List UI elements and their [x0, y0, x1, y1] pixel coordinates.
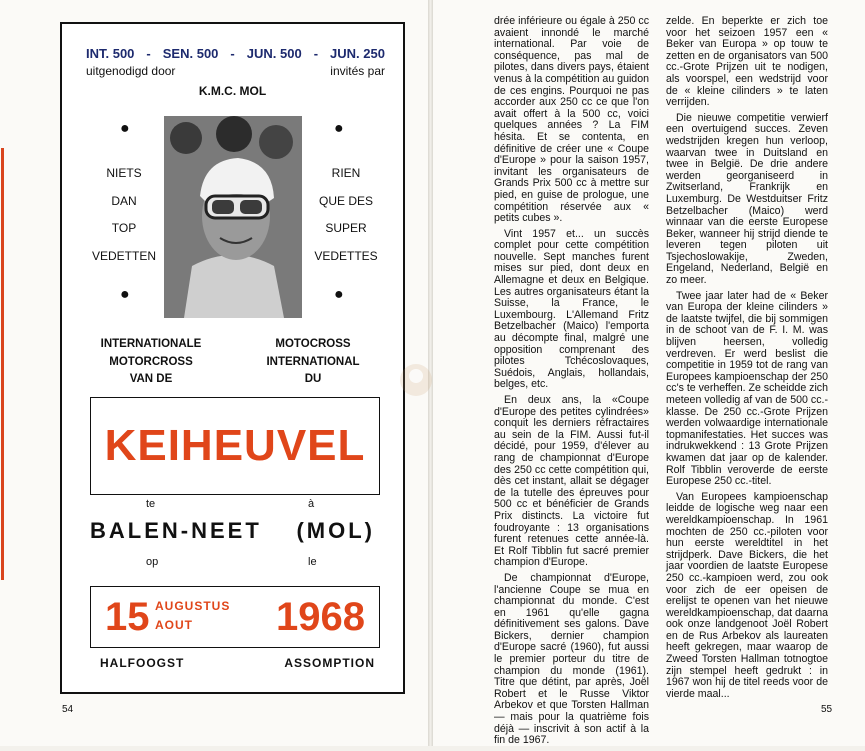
- text-column-french: [494, 16, 649, 751]
- town-suffix: (MOL): [296, 518, 375, 543]
- bullet-dot: ●: [120, 286, 130, 303]
- invitation-row: [86, 64, 385, 78]
- holiday-row: [100, 656, 375, 670]
- class-int500: INT. 500: [86, 46, 135, 61]
- bullet-dot: ●: [334, 120, 344, 137]
- event-line: MOTOCROSS: [275, 338, 351, 350]
- invited-fr: invités par: [330, 64, 385, 78]
- separator: -: [146, 46, 151, 61]
- rider-portrait-image: [164, 116, 302, 318]
- date-day: 15: [105, 595, 150, 639]
- invited-nl: uitgenodigd door: [86, 64, 176, 78]
- class-jun250: JUN. 250: [330, 46, 385, 61]
- event-poster: [60, 22, 405, 694]
- paragraph: Twee jaar later had de « Beker van Europa der kleine cilinders » de laatste twijfel, die bij sommigen in de schoot van de F. I. M. was blijven heersen, volledig verdreven. Er werd beslist die competitie in 1959 tot de rang van Europees kampioenschap der 250 cc's te verheffen. Ze scheidde zich meteen volledig af van de 500 cc.-klasse. De 250 cc.-Grote Prijzen werden volwaardige internationale topmanifestaties. Het succes was indrukwekkend : 13 Grote Prijzen kwamen dat jaar op de kalender. Rolf Tibblin veroverde de eerste Europese 250 cc.-titel.: [666, 289, 828, 488]
- date-month-nl: AUGUSTUS: [155, 599, 231, 613]
- page-edge-stripe: [1, 148, 4, 580]
- class-sen500: SEN. 500: [162, 46, 219, 61]
- te-label: te: [146, 498, 156, 510]
- venue-box: [90, 397, 380, 495]
- paragraph: drée inférieure ou égale à 250 cc avaient innondé le marché international. Par voie de conséquence, pas mal de pilotes, dans divers pays, étaient venus à la compétition au guidon de ces engins. Pourquoi ne pas accorder aux 250 cc ce que l'on avait offert à la 500 cc, voici quelques années ? La FIM hésita. Et se contenta, en définitive de créer une « Coupe d'Europe » pour la saison 1957, invitant les organisateurs de Grands Prix 500 cc à mettre sur pied, en guise de prologue, une compétition réservée aux « petits cubes ».: [494, 15, 649, 225]
- event-line: INTERNATIONALE: [100, 338, 202, 350]
- date-month-fr: AOUT: [155, 618, 193, 632]
- a-label: à: [308, 498, 315, 510]
- paragraph: Die nieuwe competitie verwierf een overtuigend succes. Zeven wedstrijden kregen hun verloop, waarvan twee in Duitsland en twee in België. De drie andere werden georganiseerd in Zwitserland, Frankrijk en Luxemburg. De Westduitser Fritz Betzelbacher (Maico) werd winnaar van die eerste Europese Beker, wanneer hij strijd diende te leveren tegen piloten uit Tsjechoslowakije, Zweden, Engeland, Nederland, België en zo meer.: [666, 111, 828, 287]
- paragraph: En deux ans, la «Coupe d'Europe des petites cylindrées» conquit les derniers réfractaires au sein de la FIM. Aussi fut-il décidé, pour 1959, d'élever au rang de championnat d'Europe des 250 cc cette compétition qui, dès cet instant, allait se dégager de la tutelle des épreuves pour 500 cc et bénéficier de Grands Prix distincts. La victoire fut foudroyante : 13 organisations furent retenues cette année-là. Et Rolf Tibblin fut sacré premier champion d'Europe.: [494, 394, 649, 569]
- text-column-dutch: [666, 16, 828, 704]
- event-title-fr: [238, 336, 388, 389]
- event-line: INTERNATIONAL: [266, 355, 360, 368]
- separator: -: [313, 46, 319, 61]
- slogan-line: RIEN: [331, 166, 361, 180]
- date-year: 1968: [276, 595, 365, 639]
- op-label: op: [146, 556, 159, 568]
- club-name: K.M.C. MOL: [198, 84, 267, 98]
- slogan-fr: [306, 160, 386, 270]
- paragraph: Vint 1957 et... un succès complet pour cette compétition nouvelle. Sept manches furent mises sur pied, dont deux en Allemagne et deux en Belgique. Les autres organisateurs étant la Suisse, la France, le Luxembourg. L'Allemand Fritz Betzelbacher (Maico) l'emporta au décompte final, malgré une opposition comprenant des pilotes Tchécoslovaques, Suédois, Anglais, hollandais, belges, etc.: [494, 227, 649, 391]
- venue-name: KEIHEUVEL: [104, 421, 366, 470]
- slogan-line: SUPER: [325, 221, 367, 235]
- separator: -: [230, 46, 235, 61]
- event-line: DU: [304, 373, 322, 385]
- le-label: le: [308, 556, 317, 568]
- slogan-nl: [84, 160, 164, 270]
- rider-photo: [164, 116, 302, 318]
- holiday-nl: HALFOOGST: [100, 656, 185, 670]
- class-row: [86, 46, 385, 61]
- event-line: VAN DE: [129, 373, 173, 385]
- slogan-line: DAN: [111, 193, 137, 208]
- holiday-fr: ASSOMPTION: [284, 656, 375, 670]
- paragraph: De championnat d'Europe, l'ancienne Coupe se mua en championnat du monde. C'est en 1961 qu'elle gagna définitivement ses galons. Dave Bickers, dernier champion d'Europe sacré (1960), fut aussi le premier porteur du titre de champion du monde (1961). Titre que détint, par après, Joël Robert et le Russe Viktor Arbekov et que Torsten Hallman — mais pour la quatrième fois déjà — inscrivit à son actif à la fin de 1967.: [494, 571, 649, 747]
- slogan-line: QUE DES: [318, 193, 373, 208]
- paragraph: Van Europees kampioenschap leidde de logische weg naar een wereldkampioenschap. In 1961 mochten de 250 cc.-piloten voor hun eerste wereldtitel in het strijdperk. Dave Bickers, die het jaar voordien de laatste Europese 250 cc.-kampioen werd, zou ook voor zich de eer opeisen de erelijst te openen van het nieuwe wereldkampioenschap, dat daarna ook onze landgenoot Joël Robert en de Rus Arbekov als laureaten heeft gekregen, maar waarop de Zweed Torsten Hallman totnogtoe zijn stempel heeft gedrukt : in 1967 won hij de titel reeds voor de vierde maal...: [666, 490, 828, 700]
- page-number-left: 54: [62, 704, 74, 715]
- left-page: [0, 0, 428, 746]
- right-page: [433, 0, 865, 746]
- class-jun500: JUN. 500: [246, 46, 302, 61]
- slogan-line: VEDETTES: [314, 248, 378, 263]
- page-number-right: 55: [821, 704, 833, 715]
- slogan-line: VEDETTEN: [91, 248, 156, 263]
- town-row: [62, 518, 403, 544]
- paragraph: zelde. En beperkte er zich toe voor het seizoen 1957 een « Beker van Europa » op touw te zetten en de organisators van 500 cc.-Grote Prijzen uit te nodigen, als voorspel, een wedstrijd voor de « kleine cilinders » te laten verrijden.: [666, 15, 828, 109]
- bullet-dot: ●: [120, 120, 130, 137]
- event-title-nl: [76, 336, 226, 389]
- slogan-line: TOP: [111, 221, 137, 235]
- slogan-line: NIETS: [106, 166, 142, 180]
- town-name: BALEN-NEET: [90, 518, 262, 543]
- event-line: MOTORCROSS: [109, 355, 193, 368]
- bullet-dot: ●: [334, 286, 344, 303]
- date-box: [90, 586, 380, 648]
